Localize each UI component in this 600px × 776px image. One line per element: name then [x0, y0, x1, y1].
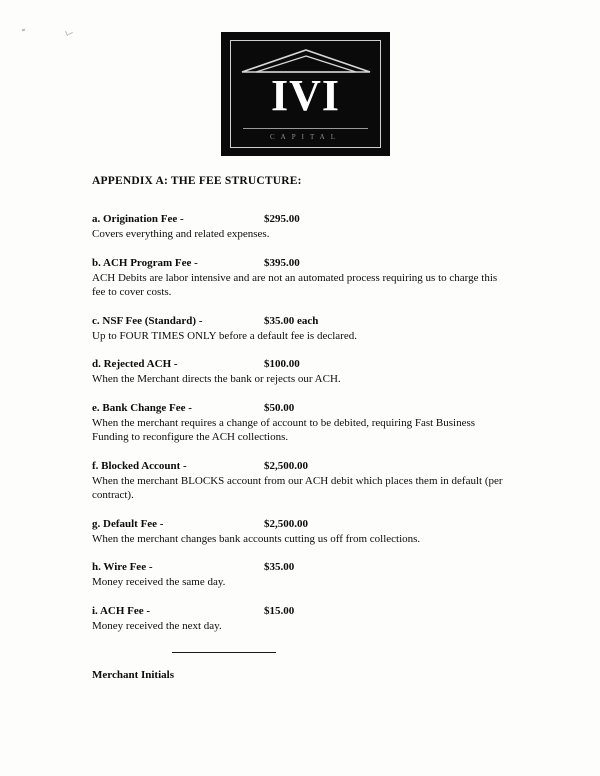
fee-amount: $50.00 [264, 401, 295, 414]
fee-description: Up to FOUR TIMES ONLY before a default fee is declared. [92, 329, 357, 342]
fee-amount: $395.00 [264, 256, 300, 269]
fee-amount: $15.00 [264, 604, 295, 617]
fee-heading [92, 358, 508, 370]
logo-block [221, 32, 390, 156]
fee-label: i. ACH Fee - [92, 604, 151, 617]
scan-speck [68, 32, 73, 35]
logo-subtext: CAPITAL [270, 133, 341, 141]
fee-item [92, 257, 508, 300]
fee-description: When the merchant BLOCKS account from our ACH debit which places them in default (per contract). [92, 474, 503, 501]
fee-item [92, 460, 508, 503]
fee-item [92, 518, 508, 547]
fee-description: When the Merchant directs the bank or rejects our ACH. [92, 373, 341, 385]
fee-amount: $100.00 [264, 358, 300, 370]
fee-item [92, 402, 508, 445]
fee-item [92, 213, 508, 242]
fee-label: a. Origination Fee - [92, 213, 184, 225]
fee-label: d. Rejected ACH - [92, 358, 178, 370]
fee-heading [92, 460, 508, 472]
fee-description: When the merchant requires a change of account to be debited, requiring Fast Business Funding to reconfigure the ACH collections. [92, 416, 476, 443]
logo-divider [243, 128, 368, 129]
document-body [92, 175, 508, 648]
signature-line[interactable] [172, 652, 276, 653]
signature-block [92, 652, 392, 681]
company-logo [221, 32, 390, 156]
fee-heading [92, 561, 508, 573]
fee-heading [92, 518, 508, 530]
fee-item [92, 358, 508, 387]
fee-label: e. Bank Change Fee - [92, 401, 192, 414]
fee-amount: $2,500.00 [264, 459, 308, 472]
fee-item [92, 315, 508, 344]
fee-description: When the merchant changes bank accounts cutting us off from collections. [92, 532, 421, 545]
fee-amount: $2,500.00 [264, 517, 308, 530]
scan-speck [22, 29, 26, 32]
fee-label: g. Default Fee - [92, 517, 164, 530]
fee-label: h. Wire Fee - [92, 561, 153, 573]
fee-item [92, 561, 508, 590]
page-title: APPENDIX A: THE FEE STRUCTURE: [92, 175, 302, 187]
fee-amount: $35.00 [264, 561, 295, 573]
fee-description: Money received the next day. [92, 619, 222, 632]
fee-description: ACH Debits are labor intensive and are not an automated process requiring us to charge this fee to cover costs. [92, 271, 498, 298]
fee-description: Covers everything and related expenses. [92, 228, 270, 240]
fee-label: f. Blocked Account - [92, 459, 187, 472]
fee-heading [92, 257, 508, 269]
fee-heading [92, 315, 508, 327]
fee-label: b. ACH Program Fee - [92, 256, 198, 269]
fee-heading [92, 605, 508, 617]
fee-amount: $35.00 each [264, 314, 319, 327]
fee-heading [92, 402, 508, 414]
fee-item [92, 605, 508, 634]
fee-label: c. NSF Fee (Standard) - [92, 314, 203, 327]
signature-label: Merchant Initials [92, 669, 174, 681]
fee-description: Money received the same day. [92, 576, 226, 588]
fee-amount: $295.00 [264, 213, 300, 225]
logo-letters: IVI [270, 71, 341, 120]
fee-heading [92, 213, 508, 225]
